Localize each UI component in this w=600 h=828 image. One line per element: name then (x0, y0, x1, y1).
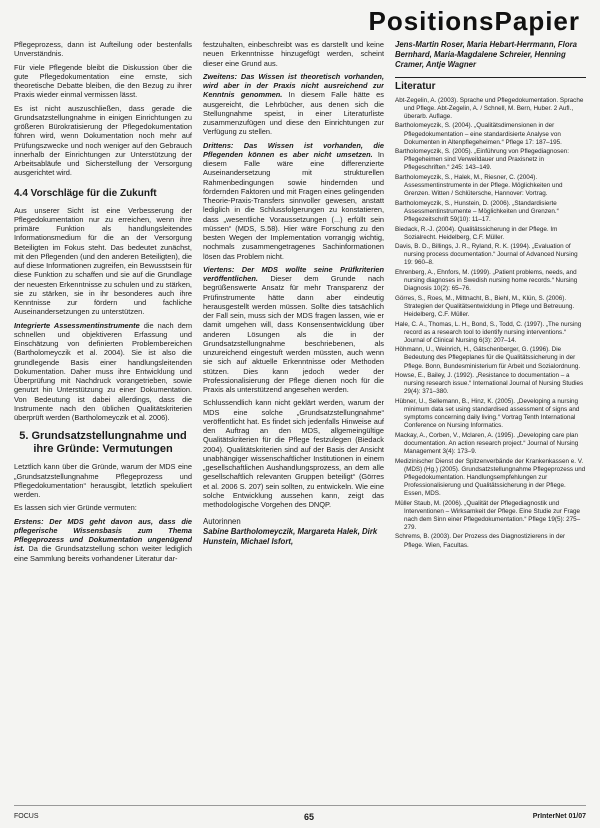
authors-continued: Jens-Martin Roser, Maria Hebart-Herrmann, Flora Bernhard, Maria-Magdalene Schreier, Henning Cramer, Antje Wagner (395, 40, 577, 69)
reference-entry: Davis, B. D., Billings, J. R., Ryland, R. K. (1994). „Evaluation of nursing process documentation.“ Journal of Advanced Nursing 19: 960–8. (395, 243, 578, 267)
brand-title: PositionsPapier (368, 6, 580, 36)
reference-entry: Bartholomeyczik, S. (2005). „Einführung von Pflegediagnosen: Pflegeheimen sind Verweildauer und Praxisnetz in Pflegeschriften.“ 245: 143–149. (395, 148, 569, 172)
paragraph-text: Da die Grundsatzstellung schon weiter lediglich eine Sammlung bereits vorhandener Literatur dar- (14, 544, 192, 563)
reference-entry: Hübner, U., Sellemann, B., Hinz, K. (2005). „Developing a nursing minimum data set using standardised assessment of signs and symptoms concerning daily living.“ Vortrag Tenth International Conference on Nursing Informatics. (395, 397, 580, 430)
column-2 (203, 40, 384, 802)
paragraph: Pflegeprozess, dann ist Aufteilung oder bestenfalls Unverständnis. (14, 40, 192, 59)
paragraph-text: In diesem Falle hätte es ausgereicht, die Lehrbücher, aus denen sich die Stellungnahme speist, in einer Literaturliste zusammenzufügen und diese den Einrichtungen zur Verfügung zu stellen. (203, 90, 384, 137)
reference-entry: Abt-Zegelin, A. (2003). Sprache und Pflegedokumentation. Sprache und Pflege. Abt-Zegelin, A. / Schnell, M. Bern, Huber. 2 Aufl., überarb. Auflage. (395, 96, 584, 120)
paragraph (203, 72, 384, 137)
emphasis: Zweitens: Das Wissen ist theoretisch vorhanden, wird aber in der Praxis nicht ausreichend zur Kenntnis genommen. (203, 71, 384, 100)
section-heading-4-4: 4.4 Vorschläge für die Zukunft (14, 187, 157, 199)
page-footer (14, 808, 586, 822)
footer-rule (14, 805, 586, 806)
paragraph-text: die nach dem schnellen und objektiveren Erfassung und Einschätzung von definierten Problembereichen (Bartholomeyczik et al. 2004). Sie ist also die grundlegende Basis einer handlungsleitenden Dokumentation. Daher muss ihre Entwicklung und Überprüfung mit Nachdruck vorangetrieben, sowie genutzt hin Unterstützung zu einer Dokumentation. Von Bedeutung ist dabei allerdings, dass die Instrumente nach den üblichen Qualitätskriterien überprüft werden (Bartholomeyczik et al. 2006). (14, 320, 192, 422)
column-3 (395, 40, 586, 802)
authors-list: Sabine Bartholomeyczik, Margareta Halek, Dirk Hunstein, Michael Isfort, (203, 526, 378, 546)
paragraph: Letztlich kann über die Gründe, warum der MDS eine „Grundsatzstellungnahme Pflegeprozess und Pflegedokumentation“ herausgibt, letztlich spekuliert werden. (14, 462, 192, 499)
paragraph: festzuhalten, einbeschreibt was es darstellt und keine neuen Erkenntnisse hinzugefügt werden, scheint dieser eine Grund aus. (203, 40, 384, 68)
footer-section-label: FOCUS (14, 813, 39, 820)
reference-entry: Hale, C. A., Thomas, L. H., Bond, S., Todd, C. (1997). „The nursing record as a research tool to identify nursing interventions.“ Journal of Clinical Nursing 6(3): 207–14. (395, 320, 582, 344)
paragraph: Für viele Pflegende bleibt die Diskussion über die gute Pflegedokumentation eine ernste, sich theoretische Debatte bleiben, die den Bezug zu ihrer Praxis wieder einmal vermissen lässt. (14, 62, 192, 100)
page-number: 65 (304, 812, 315, 822)
reference-entry: Ehrenberg, A., Ehnfors, M. (1999). „Patient problems, needs, and nursing diagnoses in Swedish nursing home records.“ Nursing Diagnosis 10(2): 65–76. (395, 269, 578, 293)
emphasis: Erstens: Der MDS geht davon aus, dass die pflegerische Wissensbasis zum Thema Pflegeprozess und Dokumentation ungenügend ist. (14, 516, 192, 554)
paragraph-text: In diesem Falle wäre eine differenzierte Auseinandersetzung mit strukturellen Rahmenbedingungen sowie hindernden und fördernden Faktoren und mit Fragen eines gelingenden Theorie-Praxis-Transfers sinnvoller gewesen, anstatt lediglich in die Schlussfolgerungen zu konstatieren, dass „wesentliche Voraussetzungen (...) erfüllt sein müssen“ (MDS, S.58). Hier wäre Forschung zu den besten Wegen der Implementation vorrangig wichtig, nochmals zusammengetragenes Sachinformationen lösen das Problem nicht. (203, 149, 384, 261)
paragraph: Es lassen sich vier Gründe vermuten: (14, 503, 137, 513)
emphasis: Viertens: Der MDS wollte seine Prüfkriterien veröffentlichen. (203, 264, 384, 283)
paragraph (203, 265, 384, 395)
references-list (395, 97, 586, 550)
footer-journal-issue: PrInterNet 01/07 (532, 813, 586, 820)
reference-entry: Schrems, B. (2003). Der Prozess des Diagnostizierens in der Pflege. Wien, Facultas. (395, 533, 566, 549)
reference-entry: Bartholomeyczik, S., Hunstein, D. (2006). „Standardisierte Assessmentinstrumente – Möglichkeiten und Grenzen.“ Pflegezeitschrift 59(10): 11–17. (395, 199, 559, 223)
references-heading: Literatur (395, 77, 586, 91)
paragraph (14, 517, 192, 563)
emphasis: Integrierte Assessmentinstrumente (14, 320, 140, 330)
emphasis: Drittens: Das Wissen ist vorhanden, die Pflegenden können es aber nicht umsetzen. (203, 140, 384, 159)
paragraph: Schlussendlich kann nicht geklärt werden, warum der MDS eine solche „Grundsatzstellungnahme“ veröffentlicht hat. Es findet sich jedenfalls Hinweise auf den Auftrag an den MDS, allgemeingültige Qualitätskriterien für die Pflege festzulegen (Biedack 2004). Qualitätskriterien sind auf der Basis der Ansicht unabhängiger wissenschaftlicher Institutionen in einem „gesellschaftlichen Aushandlungsprozess, an dem alle gesellschaftlich relevanten Gruppen beteiligt“ (Görres et al. 2006 S. 207) sein sollten, zu entwickeln. Wie eine solche Entwicklung aussehen kann, zeigt das methodologische Vorgehen des DNQP. (203, 398, 384, 509)
reference-entry: Mackay, A., Corben, V., Mclaren, A. (1995). „Developing care plan documentation. An action research project.“ Journal of Nursing Management 3(4): 173–9. (395, 431, 579, 455)
paragraph (14, 321, 192, 423)
authors-heading: Autorinnen (203, 517, 241, 527)
reference-entry: Bartholomeyczik, S., Halek, M., Riesner, C. (2004). Assessmentinstrumente in der Pflege. Möglichkeiten und Grenzen. Witten / Schlütersche, Hannover: Vortrag. (395, 173, 563, 198)
reference-entry: Howse, E., Bailey, J. (1992). „Resistance to documentation – a nursing research issue.“ International Journal of Nursing Studies 29(4): 371–380. (395, 372, 584, 396)
section-heading-5: 5. Grundsatzstellungnahme und ihre Gründe: Vermutungen (19, 430, 187, 456)
paragraph: Aus unserer Sicht ist eine Verbesserung der Pflegedokumentation nur zu erreichen, wenn ihre primäre Funktion als handlungsleitendes Informationsmedium für die an der Versorgung Beteiligten im Fokus steht. Das bedeutet zunächst, mit den Pflegenden (und den anderen Beteiligten), die auf diese Informationen zugreifen, ein Bewusstsein für diese Funktion zu schaffen und sie auf die Grundlage der neuesten Erkenntnisse zu schulen und zu stärken, sie zu stärken, sie in ihr besonderes auch ihre Kenntnisse zur fördern und fachliche Auseinandersetzungen zu unterstützen. (14, 205, 192, 317)
paragraph (203, 141, 384, 261)
reference-entry: Müller Staub, M. (2006). „Qualität der Pflegediagnostik und Interventionen – Wirksamkeit der Pflege. Eine Studie zur Frage nach dem Sinn einer Pflegedokumentation.“ Pflege 19(5): 275–279. (395, 499, 581, 531)
reference-entry: Görres, S., Roes, M., Mittnacht, B., Biehl, M., Klün, S. (2006). Strategien der Qualitätsentwicklung in Pflege und Betreuung. Heidelberg, C.F. Müller. (395, 294, 575, 318)
paragraph-text: Dieser dem Grunde nach begrüßenswerte Ansatz für mehr Transparenz der Prüfinstrumente hätte dann aber eindeutig herausgestellt werden müssen. Sollte dies tatsächlich der Fall sein, muss sich der MDS fragen lassen, wie er damit umgehen will, dass Konsensentwicklung über anderen Lösungen als die in der Grundsatzstellungnahme beschriebenen, als unzureichend eingestuft werden müssten, auch wenn sie sich auf aktuelle Erkenntnisse oder Methoden stützen. Dies kann jedoch weder der Professionalisierung der Pflege dienen noch für die Praxis als unterstützend angesehen werden. (203, 274, 384, 394)
reference-entry: Medizinischer Dienst der Spitzenverbände der Krankenkassen e. V. (MDS) (Hg.) (2005). Grundsatzstellungnahme Pflegeprozess und Pflegedokumentation. Handlungsempfehlungen zur Professionalisierung und Qualitätssicherung in der Pflege. Essen, MDS. (395, 457, 586, 497)
reference-entry: Höhmann, U., Weinrich, H., Gätschenberger, G. (1996). Die Bedeutung des Pflegeplanes für die Qualitätssicherung in der Pflege. Bonn, Bundesministerium für Arbeit und Sozialordnung. (395, 346, 581, 370)
reference-entry: Biedack, R.-J. (2004). Qualitätssicherung in der Pflege. Im Sozialrecht. Heidelberg, C.F. Müller. (395, 225, 558, 241)
article-body (14, 40, 586, 802)
paragraph: Es ist nicht auszuschließen, dass gerade die Grundsatzstellungnahme in einigen Einrichtungen zu größeren Bürokratisierung der Pflegedokumentation führen wird, wenn Dokumentation noch mehr auf Prüfungszwecke und noch weniger auf den Gebrauch innerhalb der Einrichtungen zur Unterstützung der Arbeitsabläufe und Sicherstellung der Versorgung ausgerichtet wird. (14, 103, 192, 178)
reference-entry: Bartholomeyczik, S. (2004). „Qualitätsdimensionen in der Pflegedokumentation – eine standardisierte Analyse von Dokumenten in Altenpflegeheimen.“ Pflege 17: 187–195. (395, 122, 562, 146)
column-1 (14, 40, 192, 802)
